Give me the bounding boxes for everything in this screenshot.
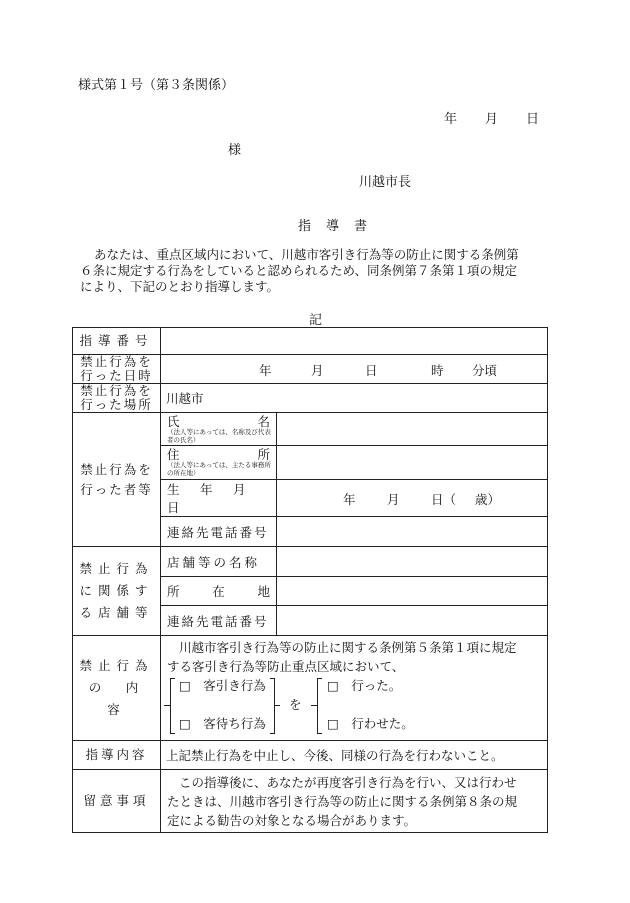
guidance-number-label: 指導番号 <box>73 328 161 355</box>
content-label-line2: の 内 容 <box>88 680 163 717</box>
birth-value[interactable] <box>277 480 548 517</box>
document-title: 指 導 書 <box>298 219 369 234</box>
option-okonawaseta[interactable]: □ 行わせた。 <box>327 716 414 731</box>
dt-month: 月 <box>311 363 324 378</box>
birth-age: 歳） <box>475 492 501 507</box>
address-char-2: 所 <box>257 447 270 462</box>
row-name <box>73 413 548 446</box>
content-options <box>167 676 541 738</box>
store-location-value[interactable] <box>277 577 548 606</box>
store-label-line3: る店舗等 <box>79 605 154 620</box>
person-label-line2: 行った者等 <box>80 481 153 497</box>
store-label-line1: 禁止行為 <box>79 561 154 576</box>
place-label-line2: 行った場所 <box>80 397 153 412</box>
address-note: （法人等にあっては、主たる事務所の所在地） <box>167 461 271 477</box>
birth-year: 年 <box>343 492 356 507</box>
notes-line-2: たときは、川越市客引き行為等の防止に関する条例第８条の規 <box>167 793 518 809</box>
date-day: 日 <box>526 112 540 127</box>
place-label <box>73 384 161 413</box>
option-kyakumachi[interactable]: □ 客待ち行為 <box>179 716 266 731</box>
store-name-label: 店舗等の名称 <box>161 547 277 577</box>
intro-line-1: あなたは、重点区域内において、川越市客引き行為等の防止に関する条例第 <box>94 247 519 262</box>
notes-line-1: この指導後に、あなたが再度客引き行為を行い、又は行わせ <box>179 774 517 790</box>
datetime-label <box>73 355 161 384</box>
store-phone-value[interactable] <box>277 606 548 636</box>
person-phone-value[interactable] <box>277 517 548 547</box>
addressee-suffix: 様 <box>228 143 242 158</box>
store-phone-label: 連絡先電話番号 <box>161 606 277 636</box>
notes-label: 留意事項 <box>73 770 161 833</box>
store-loc-char-3: 地 <box>257 584 270 599</box>
option-itta[interactable]: □ 行った。 <box>327 678 402 693</box>
left-close-bracket <box>270 678 275 734</box>
store-loc-char-1: 所 <box>167 584 180 599</box>
guidance-number-value[interactable] <box>161 328 548 355</box>
left-bracket-tick <box>164 705 170 706</box>
dt-year: 年 <box>259 363 272 378</box>
store-name-value[interactable] <box>277 547 548 577</box>
datetime-value[interactable] <box>161 355 548 384</box>
content-line-1: 川越市客引き行為等の防止に関する条例第５条第１項に規定 <box>179 640 517 655</box>
row-place <box>73 384 548 413</box>
content-line-2: する客引き行為等防止重点区域において、 <box>167 659 405 674</box>
store-label <box>73 547 161 636</box>
guidance-table <box>72 327 548 833</box>
date-year: 年 <box>444 112 458 127</box>
notes-line-3: 定による勧告の対象となる場合があります。 <box>167 812 417 828</box>
address-label <box>161 446 277 480</box>
datetime-label-line1: 禁止行為を <box>80 354 153 369</box>
left-open-bracket <box>170 678 175 734</box>
name-value[interactable] <box>277 413 548 446</box>
place-label-line1: 禁止行為を <box>80 383 153 398</box>
ki-heading: 記 <box>309 313 323 328</box>
address-value[interactable] <box>277 446 548 480</box>
address-char-1: 住 <box>167 447 180 462</box>
store-location-label <box>161 577 277 606</box>
store-loc-char-2: 在 <box>212 584 225 599</box>
name-char-2: 名 <box>257 413 270 429</box>
person-phone-label: 連絡先電話番号 <box>161 517 277 547</box>
row-guidance-content <box>73 741 548 770</box>
guidance-content-value: 上記禁止行為を中止し、今後、同様の行為を行わないこと。 <box>161 741 548 770</box>
connector-wo: を <box>289 697 302 712</box>
name-char-1: 氏 <box>167 413 180 429</box>
datetime-label-line2: 行った日時 <box>80 368 153 383</box>
notes-value <box>161 770 548 833</box>
option-kyakuhiki[interactable]: □ 客引き行為 <box>179 678 266 693</box>
left-close-tick <box>274 705 280 706</box>
dt-hour: 時 <box>431 363 444 378</box>
dt-day: 日 <box>365 363 378 378</box>
birth-month: 月 <box>387 492 400 507</box>
guidance-content-label: 指導内容 <box>73 741 161 770</box>
row-content <box>73 636 548 741</box>
place-value[interactable]: 川越市 <box>161 384 548 413</box>
name-note: （法人等にあっては、名称及び代表者の氏名） <box>167 427 271 444</box>
person-label-line1: 禁止行為を <box>80 461 153 477</box>
date-month: 月 <box>485 112 499 127</box>
birth-label: 生 年 月 日 <box>161 480 277 517</box>
content-label <box>73 636 161 741</box>
store-label-line2: に関係す <box>79 583 154 598</box>
row-store-name <box>73 547 548 577</box>
name-label <box>161 413 277 446</box>
row-datetime <box>73 355 548 384</box>
content-value <box>161 636 548 741</box>
issuer: 川越市長 <box>359 175 412 190</box>
right-open-bracket <box>317 678 322 734</box>
birth-day: 日（ <box>431 492 457 507</box>
form-number: 様式第１号（第３条関係） <box>78 78 235 93</box>
row-guidance-number <box>73 328 548 355</box>
intro-line-3: により、下記のとおり指導します。 <box>80 279 280 294</box>
dt-minute: 分頃 <box>472 363 498 378</box>
intro-line-2: ６条に規定する行為をしていると認められるため、同条例第７条第１項の規定 <box>80 263 518 278</box>
content-label-line1: 禁止行為 <box>79 658 154 673</box>
row-notes <box>73 770 548 833</box>
person-label <box>73 413 161 547</box>
